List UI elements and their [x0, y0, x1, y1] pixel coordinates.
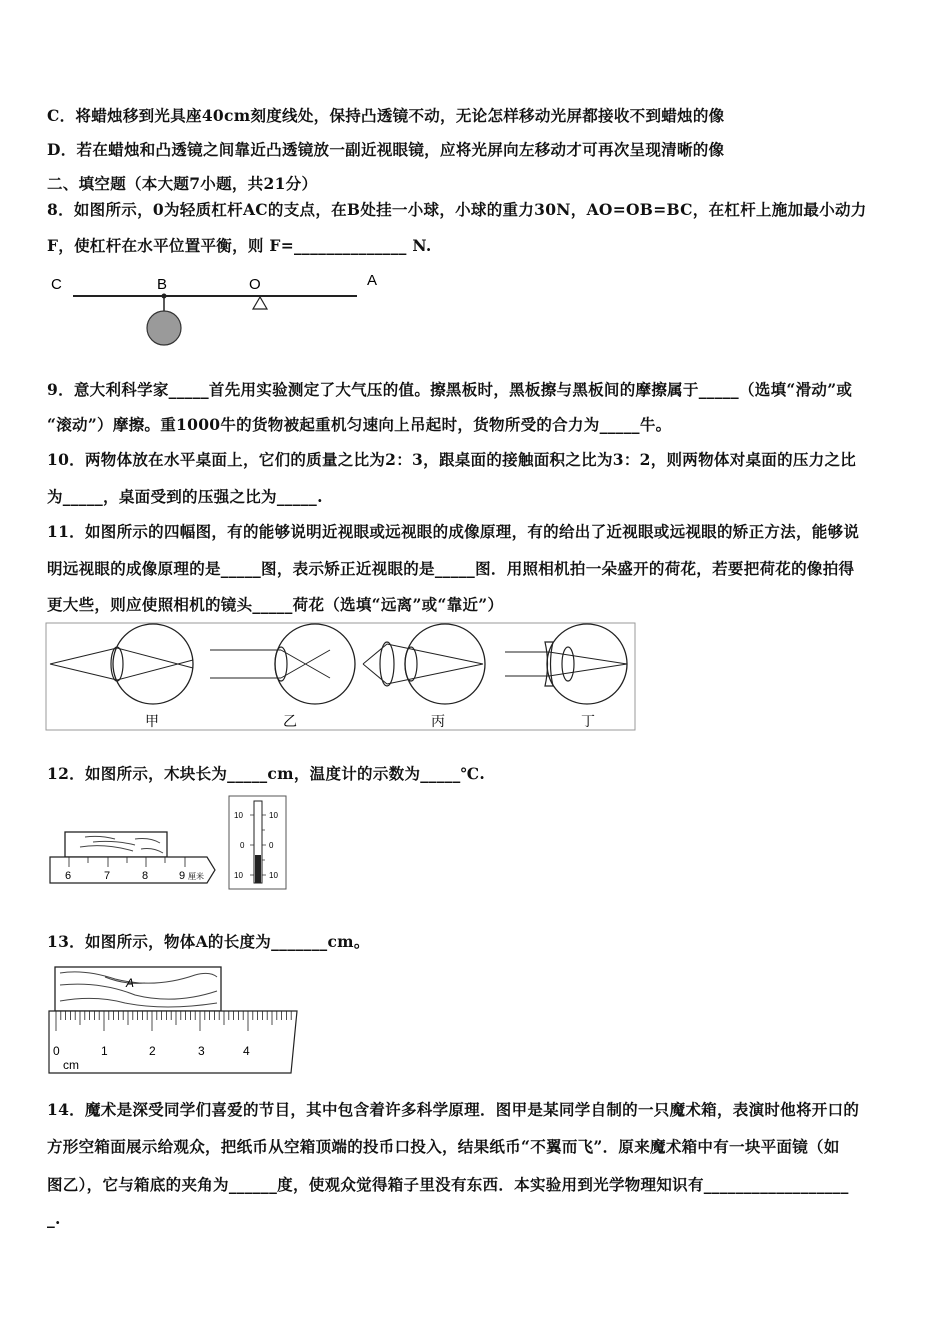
- thermometer-figure: [228, 795, 288, 891]
- ball: [147, 311, 181, 345]
- eye-diagrams-figure: [45, 622, 637, 734]
- unit-cm: 厘米: [188, 872, 204, 881]
- ruler: [49, 1011, 297, 1073]
- question-12: 12．如图所示，木块长为_____cm，温度计的示数为_____℃.: [47, 764, 486, 783]
- pivot-point: [162, 294, 167, 299]
- question-8-line-2: F，使杠杆在水平位置平衡，则 F=______________ N.: [47, 236, 432, 255]
- eye-ding: [505, 624, 627, 704]
- tick-7: 7: [104, 870, 111, 882]
- tick-9: 9: [179, 870, 186, 882]
- tick-1: 1: [101, 1044, 108, 1058]
- option-d: D．若在蜡烛和凸透镜之间靠近凸透镜放一副近视眼镜，应将光屏向左移动才可再次呈现清晰的像: [47, 140, 725, 159]
- mercury-column: [255, 855, 261, 883]
- wood-block: [65, 832, 167, 857]
- question-11-line-1: 11．如图所示的四幅图，有的能够说明近视眼或远视眼的成像原理，有的给出了近视眼或远视眼的矫正方法，能够说: [47, 522, 860, 541]
- object-a-ruler-figure: [45, 965, 299, 1077]
- eye-bing: [363, 624, 485, 704]
- section-heading: 二、填空题（本大题7小题，共21分）: [47, 174, 318, 193]
- block-ruler-figure: [45, 825, 215, 889]
- question-11-line-2: 明远视眼的成像原理的是_____图，表示矫正近视眼的是_____图．用照相机拍一朵盛开的荷花，若要把荷花的像拍得: [47, 559, 855, 578]
- label-yi: 乙: [283, 713, 297, 729]
- question-10-line-1: 10．两物体放在水平桌面上，它们的质量之比为2：3，跟桌面的接触面积之比为3：2，则两物体对桌面的压力之比: [47, 450, 857, 469]
- question-14-line-4: _.: [47, 1209, 61, 1228]
- question-11-line-3: 更大些，则应使照相机的镜头_____荷花（选填“远离”或“靠近”）: [47, 595, 504, 614]
- label-bing: 丙: [431, 713, 445, 729]
- tick-4: 4: [243, 1044, 250, 1058]
- question-9-line-1: 9．意大利科学家_____首先用实验测定了大气压的值。擦黑板时，黑板擦与黑板间的摩擦属于_____（选填“滑动”或: [47, 380, 853, 399]
- tick-2: 2: [149, 1044, 156, 1058]
- question-10-line-2: 为_____，桌面受到的压强之比为_____.: [47, 487, 323, 506]
- question-14-line-1: 14．魔术是深受同学们喜爱的节目，其中包含着许多科学原理．图甲是某同学自制的一只魔术箱，表演时他将开口的: [47, 1100, 860, 1119]
- question-8-line-1: 8．如图所示，0为轻质杠杆AC的支点，在B处挂一小球，小球的重力30N，AO=OB=BC，在杠杆上施加最小动力: [47, 200, 867, 219]
- th-10-top-left: 10: [234, 811, 243, 820]
- th-10-bottom-right: 10: [269, 871, 278, 880]
- object-a: [55, 967, 221, 1011]
- lever-figure: [45, 265, 385, 350]
- label-jia: 甲: [145, 713, 159, 729]
- question-14-line-3: 图乙），它与箱底的夹角为______度，使观众觉得箱子里没有东西．本实验用到光学物理知识有__________________: [47, 1175, 849, 1194]
- fulcrum: [253, 297, 267, 309]
- th-0-left: 0: [240, 841, 245, 850]
- tick-6: 6: [65, 870, 72, 882]
- label-c: C: [51, 276, 62, 293]
- label-ding: 丁: [581, 713, 595, 729]
- eye-jia: [50, 624, 193, 704]
- object-a-label: A: [126, 976, 135, 990]
- unit-cm: cm: [63, 1058, 79, 1072]
- option-c: C．将蜡烛移到光具座40cm刻度线处，保持凸透镜不动，无论怎样移动光屏都接收不到蜡烛的像: [47, 106, 725, 125]
- label-b: B: [157, 276, 168, 293]
- question-13: 13．如图所示，物体A的长度为_______cm。: [47, 932, 370, 951]
- label-a: A: [367, 272, 378, 289]
- eye-yi: [210, 624, 355, 704]
- tick-8: 8: [142, 870, 149, 882]
- tick-3: 3: [198, 1044, 205, 1058]
- label-o: O: [249, 276, 261, 293]
- th-0-right: 0: [269, 841, 274, 850]
- tick-0: 0: [53, 1044, 60, 1058]
- question-9-line-2: “滚动”）摩擦。重1000牛的货物被起重机匀速向上吊起时，货物所受的合力为_____牛。: [47, 415, 672, 434]
- th-10-bottom-left: 10: [234, 871, 243, 880]
- th-10-top-right: 10: [269, 811, 278, 820]
- question-14-line-2: 方形空箱面展示给观众，把纸币从空箱顶端的投币口投入，结果纸币“不翼而飞”．原来魔术箱中有一块平面镜（如: [47, 1137, 840, 1156]
